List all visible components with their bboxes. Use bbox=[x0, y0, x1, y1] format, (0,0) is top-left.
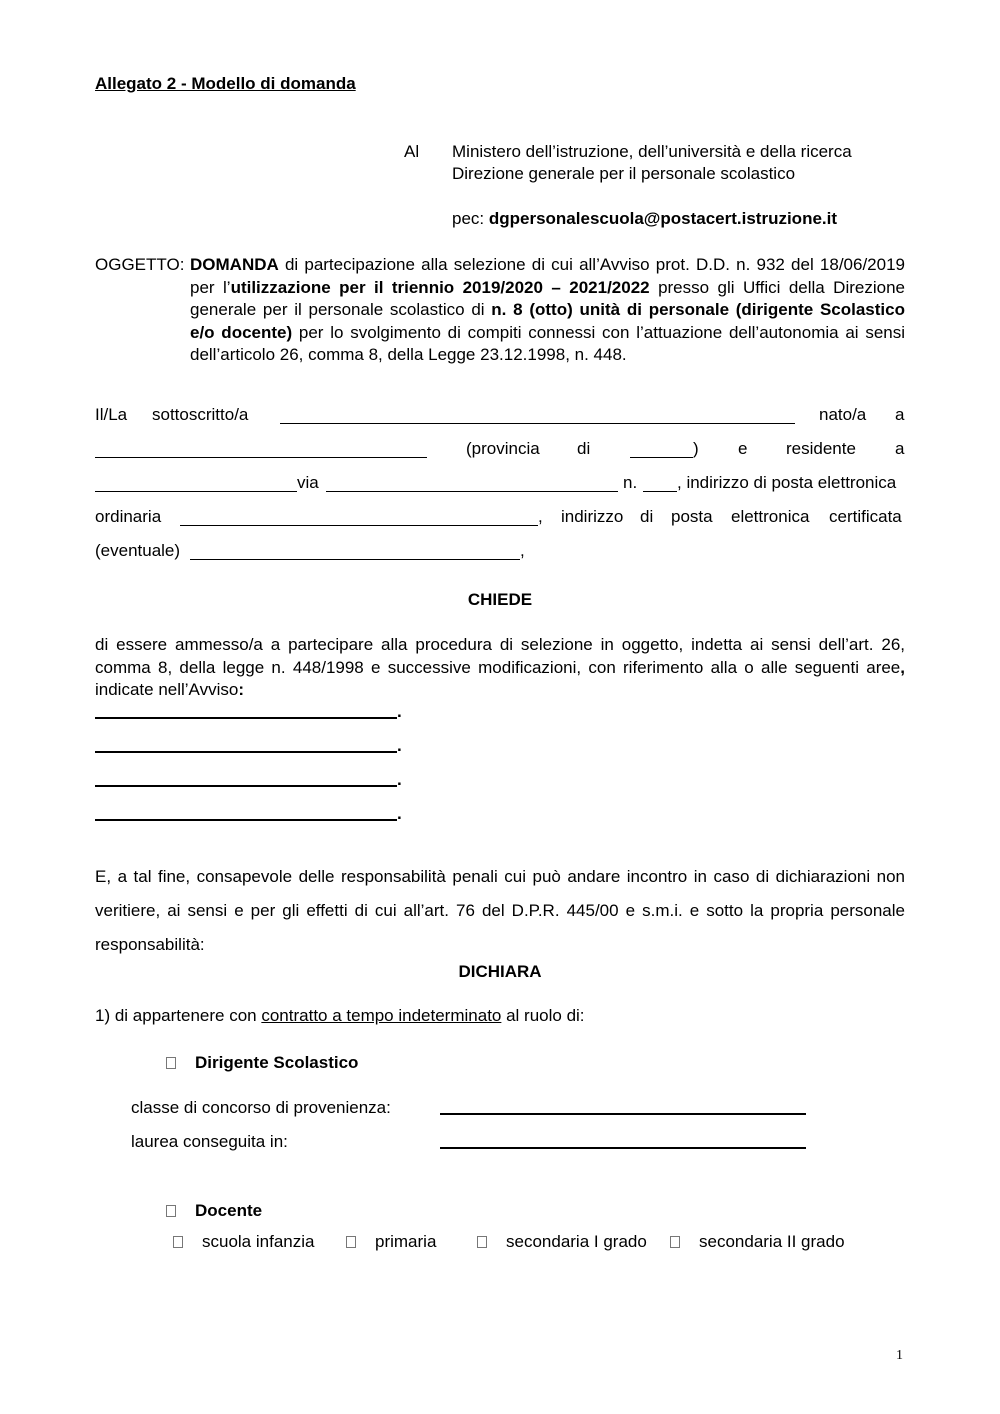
laurea-field[interactable] bbox=[440, 1147, 806, 1149]
label-residente: residente bbox=[786, 439, 856, 458]
recipient-pec bbox=[452, 209, 837, 229]
area-dot-1: . bbox=[397, 702, 402, 721]
label-di-1: di bbox=[577, 439, 591, 458]
label-a-1: a bbox=[895, 405, 905, 424]
residence-city-field[interactable] bbox=[95, 491, 297, 492]
chiede-comma: , bbox=[900, 657, 905, 677]
area-field-3[interactable] bbox=[95, 785, 397, 787]
label-provincia: (provincia bbox=[466, 439, 540, 458]
subject-part-6: per lo svolgimento di compiti connessi con l’attuazione dell’autonomia ai sensi dell’articolo 26, comma 8, della Legge 23.12.1998, n. 448. bbox=[190, 322, 906, 364]
province-field[interactable] bbox=[630, 457, 693, 458]
docente-label: Docente bbox=[195, 1201, 263, 1220]
classe-field[interactable] bbox=[440, 1113, 806, 1115]
item-1-suffix: al ruolo di: bbox=[501, 1006, 585, 1025]
subject-label: OGGETTO: bbox=[95, 255, 185, 274]
subject-domanda: DOMANDA bbox=[190, 255, 279, 274]
secondaria-i-checkbox[interactable] bbox=[477, 1236, 487, 1248]
label-il-la: Il/La bbox=[95, 405, 128, 424]
label-via: via bbox=[297, 473, 319, 492]
infanzia-label: scuola infanzia bbox=[202, 1232, 315, 1251]
label-e: e bbox=[738, 439, 748, 458]
subject-part-2: di partecipazione alla selezione di cui all’Avviso prot. D.D. n. 932 del 18/06/2019 per l’ bbox=[190, 255, 905, 297]
chiede-colon: : bbox=[238, 680, 244, 699]
email-field[interactable] bbox=[180, 525, 538, 526]
page-number: 1 bbox=[896, 1348, 903, 1363]
label-ordinaria: ordinaria bbox=[95, 507, 162, 526]
area-field-2[interactable] bbox=[95, 751, 397, 753]
label-sottoscritto: sottoscritto/a bbox=[152, 405, 249, 424]
area-field-1[interactable] bbox=[95, 717, 397, 719]
label-certificata: certificata bbox=[829, 507, 902, 526]
area-field-4[interactable] bbox=[95, 819, 397, 821]
label-paren: ) bbox=[693, 439, 699, 458]
item-1 bbox=[95, 1006, 585, 1026]
label-posta: posta bbox=[671, 507, 713, 526]
infanzia-checkbox[interactable] bbox=[173, 1236, 183, 1248]
birthplace-field[interactable] bbox=[95, 457, 427, 458]
name-field[interactable] bbox=[280, 423, 795, 424]
primaria-label: primaria bbox=[375, 1232, 437, 1251]
label-comma-2: , bbox=[520, 541, 525, 560]
secondaria-ii-checkbox[interactable] bbox=[670, 1236, 680, 1248]
dichiara-heading: DICHIARA bbox=[458, 962, 542, 981]
subject-part-4: presso gli Uffici della Direzione generale per il personale scolastico di bbox=[190, 277, 905, 319]
attachment-title: Allegato 2 - Modello di domanda bbox=[95, 74, 356, 93]
chiede-text bbox=[95, 634, 905, 702]
label-nato: nato/a bbox=[819, 405, 867, 424]
dirigente-label: Dirigente Scolastico bbox=[195, 1053, 359, 1072]
secondaria-ii-label: secondaria II grado bbox=[699, 1232, 845, 1251]
classe-label: classe di concorso di provenienza: bbox=[131, 1098, 391, 1117]
declaration-text: E, a tal fine, consapevole delle responsabilità penali cui può andare incontro in caso di dichiarazioni non veritiere, ai sensi e per gli effetti di cui all’art. 76 del D.P.R. 445/00 e s.m.i. e sotto la propria personale responsabilità: bbox=[95, 867, 905, 954]
subject-text bbox=[190, 254, 905, 367]
label-eventuale: (eventuale) bbox=[95, 541, 181, 560]
pec-field[interactable] bbox=[190, 559, 520, 560]
laurea-label: laurea conseguita in: bbox=[131, 1132, 288, 1151]
area-dot-2: . bbox=[397, 736, 402, 755]
label-comma-1: , bbox=[538, 507, 543, 526]
chiede-body-2: indicate nell’Avviso bbox=[95, 680, 239, 699]
docente-checkbox[interactable] bbox=[166, 1205, 176, 1217]
label-email-ordinary-1: , indirizzo di posta elettronica bbox=[677, 473, 897, 492]
area-dot-3: . bbox=[397, 770, 402, 789]
subject-unita: n. 8 (otto) unità di personale (dirigente Scolastico e/o docente) bbox=[190, 300, 905, 342]
label-n: n. bbox=[623, 473, 638, 492]
pec-address[interactable]: dgpersonalescuola@postacert.istruzione.it bbox=[488, 209, 838, 228]
label-a-2: a bbox=[895, 439, 905, 458]
recipient-line-2: Direzione generale per il personale scolastico bbox=[452, 164, 796, 183]
label-indirizzo: indirizzo bbox=[561, 507, 624, 526]
recipient-line-1: Ministero dell’istruzione, dell’università e della ricerca bbox=[452, 142, 852, 161]
primaria-checkbox[interactable] bbox=[346, 1236, 356, 1248]
street-field[interactable] bbox=[326, 491, 618, 492]
subject-triennio: utilizzazione per il triennio 2019/2020 – 2021/2022 bbox=[230, 277, 650, 297]
secondaria-i-label: secondaria I grado bbox=[506, 1232, 647, 1251]
dirigente-checkbox[interactable] bbox=[166, 1057, 176, 1069]
chiede-heading: CHIEDE bbox=[467, 590, 533, 609]
recipient-prefix: Al bbox=[404, 142, 420, 161]
item-1-prefix: 1) di appartenere con bbox=[95, 1006, 262, 1025]
pec-label: pec: bbox=[452, 209, 489, 228]
chiede-body: di essere ammesso/a a partecipare alla procedura di selezione in oggetto, indetta ai sensi dell’art. 26, comma 8, della legge n. 448/1998 e successive modificazioni, con riferimento alla o alle seguenti aree bbox=[95, 635, 905, 677]
label-di-2: di bbox=[640, 507, 654, 526]
item-1-contract: contratto a tempo indeterminato bbox=[261, 1006, 502, 1025]
street-number-field[interactable] bbox=[643, 491, 677, 492]
label-elettronica: elettronica bbox=[731, 507, 810, 526]
area-dot-4: . bbox=[397, 804, 402, 823]
